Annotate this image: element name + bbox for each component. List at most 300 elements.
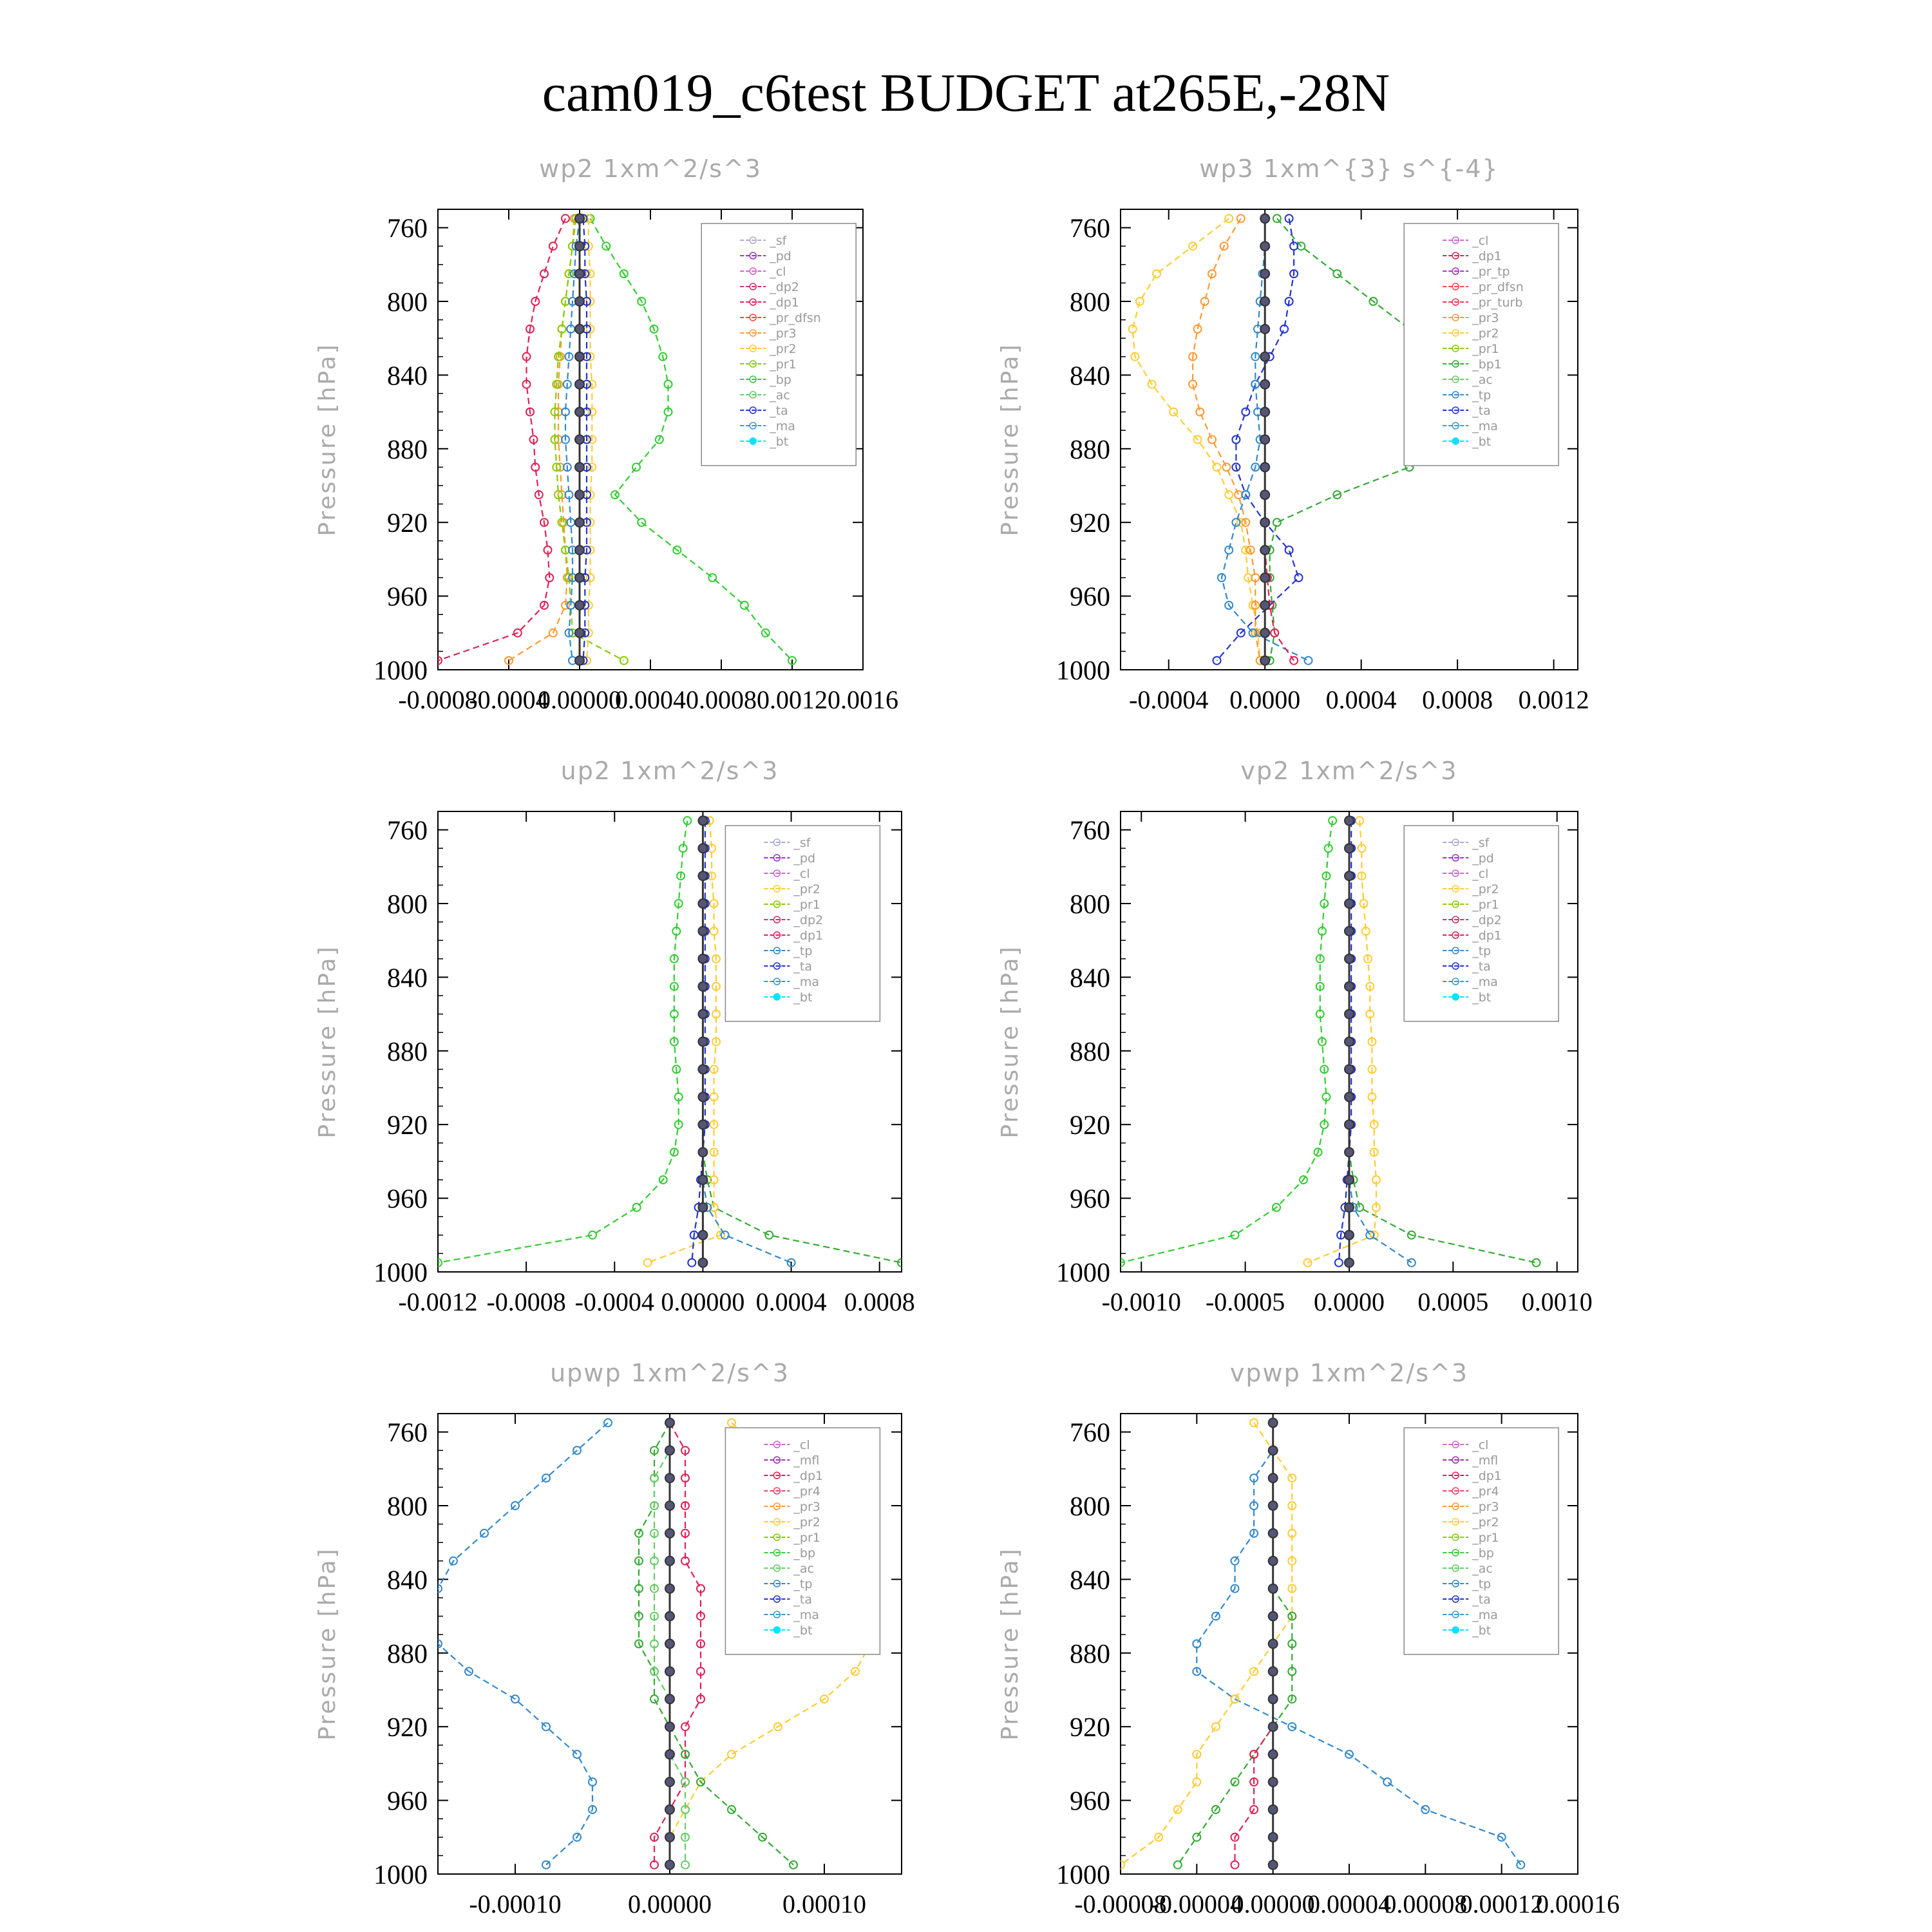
- series-point-bt: [1269, 1640, 1278, 1649]
- series-point-bp: [741, 601, 748, 609]
- legend-entry: _bt: [1472, 435, 1492, 449]
- series-point-bt: [1269, 1473, 1278, 1482]
- y-tick-label: 800: [387, 288, 428, 317]
- x-tick-label: 0.0008: [686, 685, 757, 714]
- x-tick-label: -0.0010: [1101, 1287, 1181, 1316]
- series-line-ma: [422, 1423, 608, 1864]
- y-tick-label: 760: [1070, 214, 1110, 244]
- legend: [725, 1428, 880, 1654]
- series-point-bt: [575, 408, 584, 417]
- legend-entry: _dp1: [1472, 1469, 1502, 1483]
- legend-entry: _pr3: [770, 327, 797, 341]
- series-point-bt: [1260, 545, 1269, 554]
- legend-entry: _pr1: [1472, 898, 1499, 912]
- legend-entry: _ta: [770, 404, 788, 418]
- legend-entry: _tp: [1472, 388, 1492, 402]
- series-point-pr1: [644, 1259, 652, 1267]
- x-tick-label: -0.00010: [469, 1889, 562, 1918]
- legend-entry: _pr_turb: [1472, 296, 1523, 310]
- series-point-bt: [575, 656, 584, 665]
- legend-entry: _cl: [770, 265, 786, 279]
- series-point-bt: [698, 982, 707, 991]
- series-point-bt: [1345, 871, 1354, 880]
- series-line-tp: [1349, 820, 1412, 1262]
- series-point-pr2: [1235, 491, 1242, 498]
- series-point-bt: [1345, 1120, 1354, 1129]
- series-point-bt: [698, 1175, 707, 1184]
- series-point-bt: [1345, 1092, 1354, 1101]
- series-point-bt: [1260, 380, 1269, 389]
- series-point-bt: [1269, 1833, 1278, 1842]
- series-point-dp1: [540, 270, 548, 278]
- chart-panel-2: [997, 155, 1589, 714]
- legend-entry: _ma: [1472, 1608, 1498, 1622]
- panel-title: wp2 1xm^2/s^3: [539, 155, 762, 183]
- y-tick-label: 760: [387, 214, 428, 244]
- y-tick-label: 760: [387, 816, 428, 846]
- y-tick-label: 1000: [1056, 1258, 1110, 1288]
- legend-entry: _dp1: [793, 929, 824, 943]
- series-point-dp2: [765, 1231, 773, 1239]
- legend-entry: _pr1: [793, 898, 820, 912]
- x-tick-label: -0.0004: [574, 1287, 654, 1316]
- y-tick-label: 840: [1070, 1566, 1110, 1596]
- series-point-bt: [1269, 1805, 1278, 1814]
- y-tick-label: 840: [1070, 963, 1110, 994]
- series-point-dp1: [633, 1204, 641, 1211]
- series-point-bt: [575, 352, 584, 361]
- legend-entry: _pr3: [793, 1500, 820, 1514]
- legend-entry: _ta: [1472, 1593, 1491, 1607]
- y-tick-label: 760: [1070, 1418, 1110, 1448]
- chart-panel-6: [997, 1359, 1620, 1918]
- y-tick-label: 840: [387, 361, 428, 392]
- legend-entry: _pr2: [793, 882, 820, 896]
- series-point-bt: [575, 490, 584, 499]
- series-point-bt: [665, 1694, 674, 1703]
- series-point-ta: [1335, 1259, 1343, 1267]
- series-point-bt: [698, 871, 707, 880]
- y-axis-label: Pressure [hPa]: [314, 343, 341, 536]
- y-tick-label: 960: [1070, 1786, 1110, 1817]
- y-tick-label: 960: [387, 1184, 428, 1215]
- panel-title: vpwp 1xm^2/s^3: [1229, 1359, 1469, 1387]
- legend-marker: [1452, 994, 1459, 1000]
- series-point-bt: [1269, 1722, 1278, 1731]
- series-point-bt: [665, 1446, 674, 1455]
- series-point-bt: [665, 1529, 674, 1538]
- legend-entry: _pr1: [770, 357, 797, 372]
- series-point-bt: [575, 518, 584, 527]
- legend-entry: _bp: [770, 373, 791, 387]
- x-tick-label: 0.00010: [782, 1889, 866, 1918]
- legend-entry: _sf: [1472, 836, 1490, 850]
- series-point-pr2: [1208, 436, 1216, 444]
- x-tick-label: -0.0005: [1205, 1287, 1285, 1316]
- legend-entry: _dp2: [793, 913, 824, 927]
- series-point-bt: [1260, 435, 1269, 444]
- series-point-pr1: [1193, 1778, 1200, 1786]
- series-point-bt: [665, 1473, 674, 1482]
- legend-entry: _bt: [1472, 1624, 1492, 1638]
- x-tick-label: -0.00008: [1074, 1889, 1167, 1918]
- series-point-bt: [665, 1418, 674, 1427]
- series-point-bt: [575, 242, 584, 251]
- legend-marker: [773, 1627, 780, 1633]
- series-point-bt: [1345, 1258, 1354, 1267]
- legend-entry: _ta: [1472, 960, 1491, 974]
- y-tick-label: 1000: [1056, 1861, 1110, 1890]
- y-axis-label: Pressure [hPa]: [314, 945, 341, 1139]
- legend-entry: _sf: [770, 234, 787, 248]
- x-tick-label: 0.0016: [828, 685, 898, 714]
- legend-entry: _ta: [1472, 404, 1491, 418]
- series-point-bt: [575, 573, 584, 582]
- x-tick-label: 0.0004: [755, 1287, 827, 1316]
- series-point-bt: [1345, 1010, 1354, 1019]
- y-tick-label: 880: [1070, 1037, 1110, 1067]
- series-point-bt: [1269, 1667, 1278, 1676]
- legend-entry: _pr_tp: [1472, 265, 1510, 279]
- legend-entry: _tp: [793, 944, 813, 958]
- legend-entry: _dp1: [793, 1469, 824, 1483]
- series-point-bt: [1269, 1529, 1278, 1538]
- series-point-bt: [698, 1037, 707, 1046]
- legend-entry: _pr1: [793, 1531, 820, 1545]
- series-point-ma: [419, 1613, 426, 1620]
- series-point-bt: [575, 462, 584, 471]
- y-tick-label: 840: [387, 1566, 428, 1596]
- y-tick-label: 880: [1070, 435, 1110, 465]
- legend-entry: _dp1: [770, 296, 799, 310]
- legend-entry: _cl: [1472, 1438, 1489, 1452]
- series-point-bt: [1260, 462, 1269, 471]
- legend-entry: _bp1: [1472, 357, 1502, 372]
- legend-entry: _cl: [1472, 234, 1489, 248]
- legend-entry: _bt: [793, 1624, 813, 1638]
- series-point-bt: [1345, 844, 1354, 853]
- series-point-bt: [1260, 297, 1269, 306]
- legend-entry: _mfl: [793, 1454, 820, 1468]
- series-point-bt: [698, 899, 707, 908]
- series-point-bt: [665, 1805, 674, 1814]
- chart-panel-5: [314, 1359, 902, 1918]
- y-tick-label: 880: [387, 1037, 428, 1067]
- series-point-bt: [698, 1120, 707, 1129]
- legend-marker: [750, 438, 756, 444]
- legend-entry: _sf: [793, 836, 811, 850]
- y-tick-label: 760: [387, 1418, 428, 1448]
- panel-title: upwp 1xm^2/s^3: [550, 1359, 790, 1387]
- x-tick-label: 0.00004: [1307, 1889, 1391, 1918]
- y-tick-label: 800: [1070, 890, 1110, 920]
- series-line-pr2: [587, 218, 592, 660]
- x-tick-label: -0.0008: [486, 1287, 566, 1316]
- series-point-bt: [575, 325, 584, 334]
- series-point-bt: [698, 816, 707, 825]
- y-tick-label: 1000: [374, 1258, 428, 1288]
- y-tick-label: 840: [387, 963, 428, 994]
- legend-entry: _ma: [793, 975, 820, 989]
- y-tick-label: 920: [1070, 1111, 1110, 1141]
- series-point-pr1: [1170, 408, 1177, 416]
- series-point-bt: [665, 1833, 674, 1842]
- series-point-bt: [698, 1258, 707, 1267]
- legend-entry: _bt: [793, 990, 813, 1005]
- legend-entry: _pr4: [1472, 1484, 1499, 1499]
- figure-title: cam019_c6test BUDGET at265E,-28N: [542, 63, 1390, 123]
- series-point-bp: [708, 574, 716, 582]
- legend-entry: _pr_dfsn: [770, 311, 821, 325]
- y-tick-label: 840: [1070, 361, 1110, 392]
- series-point-bt: [665, 1861, 674, 1870]
- y-tick-label: 880: [387, 435, 428, 465]
- x-tick-label: 0.0008: [1422, 685, 1493, 714]
- x-tick-label: 0.00000: [1231, 1889, 1315, 1918]
- legend-entry: _ac: [770, 388, 790, 402]
- series-point-bt: [665, 1584, 674, 1593]
- series-point-bt: [1260, 269, 1269, 278]
- series-point-bt: [575, 435, 584, 444]
- legend-entry: _dp2: [770, 280, 799, 294]
- legend-entry: _ma: [793, 1608, 820, 1622]
- series-point-bt: [1345, 899, 1354, 908]
- series-point-bt: [1260, 518, 1269, 527]
- series-line-dp1: [438, 820, 687, 1262]
- series-point-bt: [1269, 1446, 1278, 1455]
- series-point-bt: [665, 1557, 674, 1566]
- x-tick-label: 0.00012: [1459, 1889, 1544, 1918]
- series-point-ta: [1242, 408, 1249, 416]
- legend-entry: _pd: [793, 851, 816, 866]
- series-point-pr1: [1212, 1723, 1220, 1730]
- legend-marker: [773, 994, 780, 1000]
- legend-entry: _dp1: [1472, 929, 1502, 943]
- legend-entry: _pr2: [793, 1515, 820, 1530]
- series-point-pr2: [1222, 463, 1230, 471]
- chart-panel-1: [314, 155, 898, 714]
- series-line-ta: [1217, 218, 1299, 660]
- series-point-ma: [589, 1778, 596, 1786]
- series-point-ta: [688, 1259, 696, 1267]
- legend: [701, 223, 856, 466]
- chart-panel-3: [314, 757, 915, 1316]
- y-tick-label: 960: [1070, 582, 1110, 612]
- series-point-bt: [1269, 1694, 1278, 1703]
- legend-entry: _pr2: [1472, 882, 1499, 896]
- series-point-bp1: [1333, 270, 1341, 278]
- y-tick-label: 880: [387, 1639, 428, 1669]
- series-point-bt: [698, 1065, 707, 1074]
- series-line-pr4: [654, 1423, 701, 1864]
- series-point-pr4: [681, 1723, 689, 1730]
- series-point-bt: [1269, 1612, 1278, 1621]
- y-tick-label: 1000: [1056, 656, 1110, 686]
- series-point-bt: [575, 380, 584, 389]
- series-point-bt: [1345, 982, 1354, 991]
- legend-entry: _dp1: [1472, 249, 1502, 263]
- y-tick-label: 960: [387, 582, 428, 612]
- legend-entry: _bp: [1472, 1546, 1494, 1560]
- x-tick-label: 0.00016: [1536, 1889, 1620, 1918]
- legend-entry: _tp: [1472, 944, 1492, 958]
- series-point-bt: [1269, 1501, 1278, 1510]
- y-axis-label: Pressure [hPa]: [997, 343, 1023, 536]
- legend-entry: _cl: [793, 1438, 810, 1452]
- legend-entry: _pr4: [793, 1484, 820, 1499]
- x-tick-label: 0.0012: [1518, 685, 1589, 714]
- series-point-bt: [1345, 1231, 1354, 1240]
- series-point-dp1: [549, 242, 557, 250]
- series-line-pr1: [648, 820, 721, 1262]
- series-point-bt: [1345, 1175, 1354, 1184]
- y-axis-label: Pressure [hPa]: [997, 945, 1023, 1139]
- series-point-bt: [1269, 1418, 1278, 1427]
- x-tick-label: 0.0010: [1521, 1287, 1593, 1316]
- x-tick-label: 0.00000: [661, 1287, 745, 1316]
- series-point-bp: [1174, 1861, 1182, 1869]
- legend-entry: _cl: [793, 867, 810, 881]
- legend-entry: _tp: [1472, 1577, 1492, 1591]
- legend-entry: _pr1: [1472, 1531, 1499, 1545]
- series-point-bt: [1345, 816, 1354, 825]
- x-tick-label: 0.0004: [1325, 685, 1397, 714]
- series-point-pr1: [728, 1750, 735, 1758]
- legend-marker: [1452, 1627, 1459, 1633]
- series-point-bt: [1345, 1203, 1354, 1212]
- series-point-bt: [1345, 1037, 1354, 1046]
- series-point-bt: [1260, 242, 1269, 251]
- legend-entry: _pr2: [1472, 327, 1499, 341]
- legend-entry: _pr_dfsn: [1472, 280, 1524, 294]
- series-point-bt: [1269, 1557, 1278, 1566]
- y-tick-label: 800: [387, 1492, 428, 1522]
- series-point-bt: [698, 844, 707, 853]
- legend: [725, 826, 880, 1021]
- legend-entry: _pd: [770, 249, 791, 263]
- series-point-pr1: [1213, 463, 1221, 471]
- y-tick-label: 1000: [374, 656, 428, 686]
- series-point-bt: [665, 1667, 674, 1676]
- series-line-pr1: [1133, 218, 1260, 660]
- series-point-bt: [1260, 325, 1269, 334]
- series-point-bt: [1345, 927, 1354, 936]
- series-point-pr1: [1153, 270, 1160, 278]
- series-line-dp1: [1121, 820, 1332, 1262]
- series-point-bt: [665, 1777, 674, 1786]
- x-tick-label: 0.0008: [844, 1287, 915, 1316]
- legend-entry: _pd: [1472, 851, 1494, 866]
- y-axis-label: Pressure [hPa]: [997, 1547, 1023, 1741]
- series-point-bt: [1269, 1750, 1278, 1759]
- series-point-bp: [1193, 1833, 1200, 1841]
- series-point-bt: [665, 1501, 674, 1510]
- series-point-bp: [632, 463, 640, 471]
- series-point-ma: [573, 1750, 581, 1758]
- y-tick-label: 800: [387, 890, 428, 920]
- legend-entry: _pr2: [1472, 1515, 1499, 1530]
- y-tick-label: 800: [1070, 1492, 1110, 1522]
- x-tick-label: 0.0000: [1314, 1287, 1385, 1316]
- y-tick-label: 960: [387, 1786, 428, 1817]
- legend-entry: _ma: [1472, 975, 1498, 989]
- y-tick-label: 920: [1070, 509, 1110, 539]
- series-point-bt: [575, 545, 584, 554]
- legend-entry: _ac: [793, 1562, 814, 1576]
- legend-entry: _dp2: [1472, 913, 1502, 927]
- y-axis-label: Pressure [hPa]: [314, 1547, 341, 1741]
- series-line-pr1: [1121, 1423, 1292, 1864]
- y-tick-label: 760: [1070, 816, 1110, 846]
- x-tick-label: 0.0004: [615, 685, 686, 714]
- x-tick-label: 0.0000: [1229, 685, 1301, 714]
- y-tick-label: 920: [387, 509, 428, 539]
- series-point-bt: [1260, 352, 1269, 361]
- x-tick-label: 0.00008: [1383, 1889, 1468, 1918]
- legend-entry: _ta: [793, 960, 812, 974]
- legend-entry: _ta: [793, 1593, 812, 1607]
- legend-entry: _ac: [1472, 1562, 1493, 1576]
- series-point-bt: [575, 601, 584, 610]
- y-tick-label: 800: [1070, 288, 1110, 317]
- series-point-bt: [698, 1010, 707, 1019]
- legend-entry: _ac: [1472, 373, 1493, 387]
- x-tick-label: 0.0005: [1417, 1287, 1489, 1316]
- x-tick-label: -0.0008: [398, 685, 478, 714]
- legend-entry: _pr1: [1472, 342, 1499, 356]
- series-point-bt: [665, 1640, 674, 1649]
- legend-entry: _bp: [793, 1546, 816, 1560]
- series-point-bt: [1269, 1777, 1278, 1786]
- series-point-bt: [1260, 214, 1269, 223]
- series-point-bt: [1345, 954, 1354, 963]
- x-tick-label: -0.0004: [469, 685, 549, 714]
- series-point-bt: [698, 1203, 707, 1212]
- legend-entry: _tp: [793, 1577, 813, 1591]
- legend-entry: _bt: [1472, 990, 1492, 1005]
- panel-title: vp2 1xm^2/s^3: [1240, 757, 1458, 785]
- legend-entry: _bt: [770, 435, 789, 449]
- x-tick-label: -0.0012: [398, 1287, 478, 1316]
- series-point-bp: [650, 1695, 658, 1703]
- legend-entry: _ma: [770, 419, 795, 433]
- y-tick-label: 920: [387, 1713, 428, 1743]
- panel-title: wp3 1xm^{3} s^{-4}: [1199, 155, 1499, 183]
- y-tick-label: 920: [1070, 1713, 1110, 1743]
- legend-marker: [1452, 438, 1459, 444]
- series-point-bt: [1260, 490, 1269, 499]
- series-point-bt: [698, 927, 707, 936]
- series-point-bt: [575, 297, 584, 306]
- x-tick-label: 0.0012: [757, 685, 828, 714]
- series-point-bt: [1260, 573, 1269, 582]
- y-tick-label: 1000: [374, 1861, 428, 1890]
- y-tick-label: 880: [1070, 1639, 1110, 1669]
- series-point-bt: [575, 629, 584, 638]
- legend-entry: _pr3: [1472, 1500, 1499, 1514]
- chart-panel-4: [997, 757, 1593, 1316]
- series-point-bt: [1260, 629, 1269, 638]
- series-point-pr1: [1225, 491, 1233, 498]
- panel-title: up2 1xm^2/s^3: [560, 757, 779, 785]
- series-point-bt: [1345, 1148, 1354, 1157]
- series-point-bt: [1260, 408, 1269, 417]
- series-point-bt: [1345, 1065, 1354, 1074]
- y-tick-label: 960: [1070, 1184, 1110, 1215]
- series-point-bt: [1269, 1861, 1278, 1870]
- series-point-bt: [698, 1148, 707, 1157]
- series-point-ma: [1383, 1778, 1391, 1786]
